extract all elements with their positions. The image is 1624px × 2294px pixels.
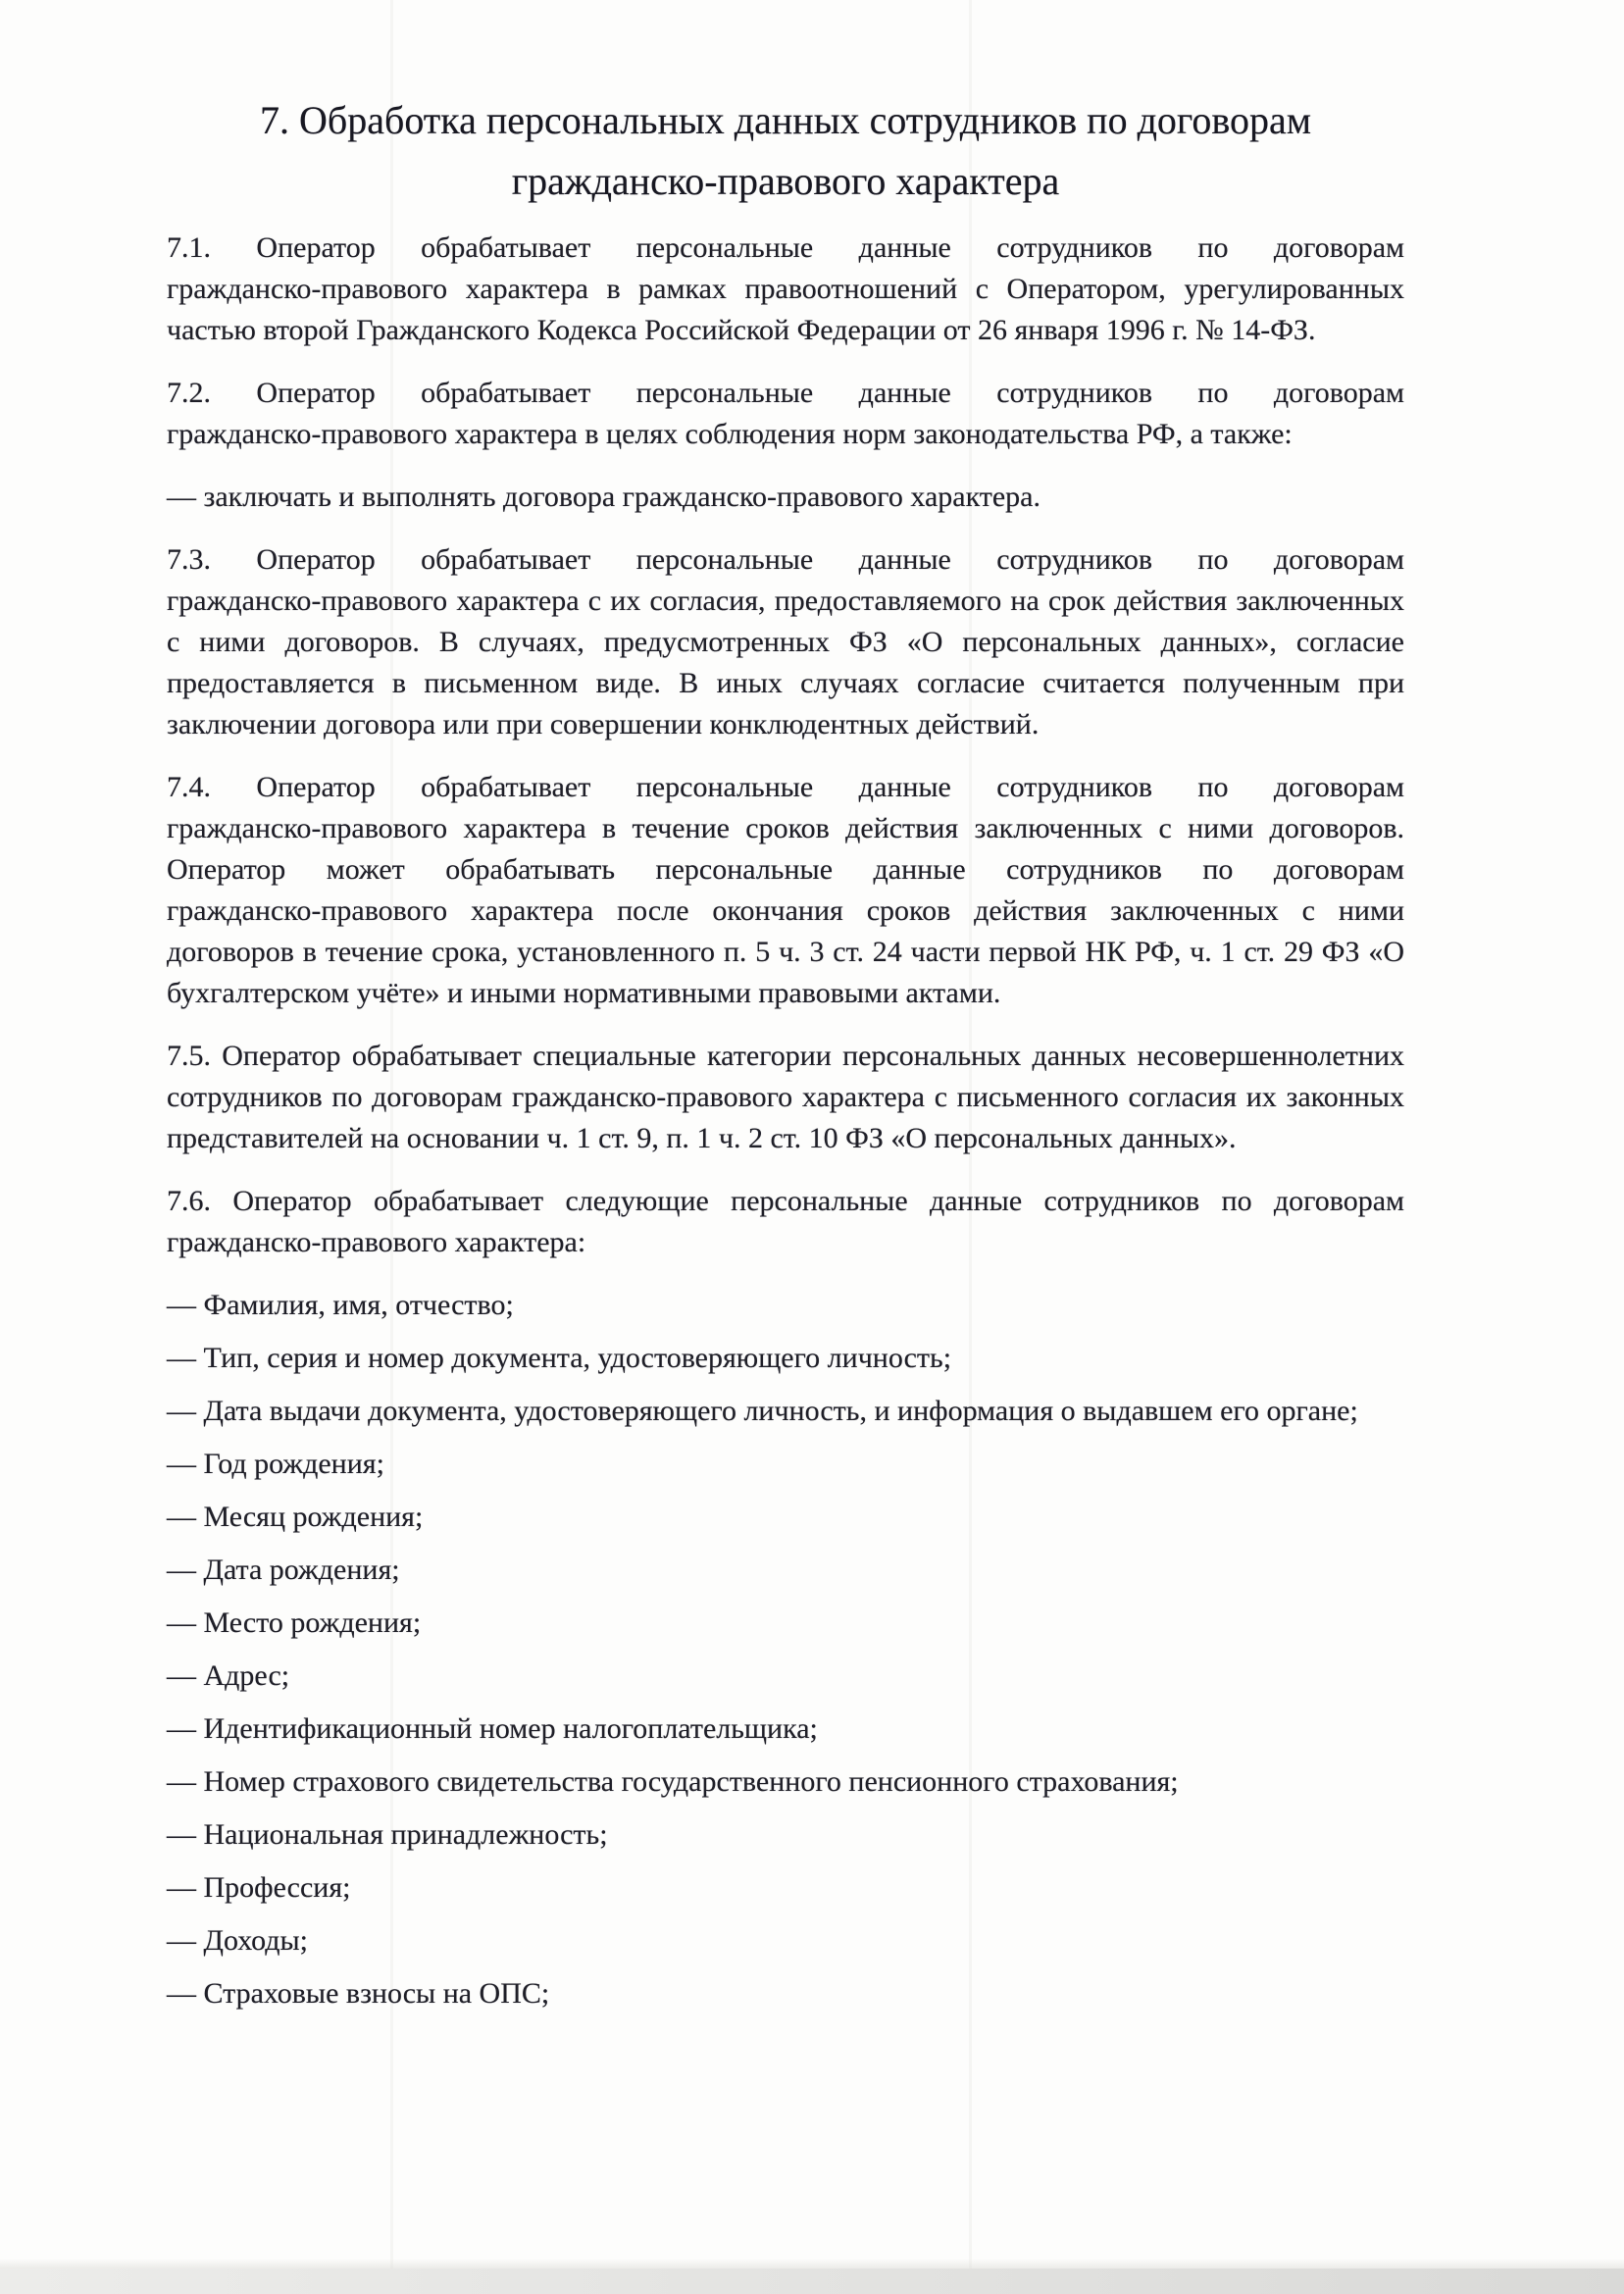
list-item: — Место рождения; <box>167 1606 422 1639</box>
document-body <box>167 0 1404 2026</box>
paragraph-7-2: 7.2. Оператор обрабатывает персональные данные сотрудников по договорам гражданско‑правового характера в целях соблюдения норм законодательства РФ, а также: <box>167 377 1404 450</box>
scan-edge-shadow <box>0 2259 1624 2269</box>
paragraph-7-5: 7.5. Оператор обрабатывает специальные категории персональных данных несовершеннолетних сотрудников по договорам гражданско‑правового характера с письменного согласия их законных представителей на основании ч. 1 ст. 9, п. 1 ч. 2 ст. 10 ФЗ «О персональных данных». <box>167 1040 1404 1154</box>
section-title-line-1: 7. Обработка персональных данных сотрудников по договорам <box>259 98 1312 142</box>
scan-edge-band <box>0 2269 1624 2294</box>
paragraph-7-1: 7.1. Оператор обрабатывает персональные данные сотрудников по договорам гражданско‑правового характера в рамках правоотношений с Оператором, урегулированных частью второй Гражданского Кодекса Российской Федерации от 26 января 1996 г. № 14‑ФЗ. <box>167 231 1404 346</box>
list-item: — Дата выдачи документа, удостоверяющего личность, и информация о выдавшем его органе; <box>167 1395 1358 1427</box>
list-item: — Год рождения; <box>167 1448 384 1480</box>
list-item: — Доходы; <box>167 1924 308 1957</box>
list-item: — Дата рождения; <box>167 1554 400 1586</box>
section-title <box>167 90 1404 212</box>
list-item: — Адрес; <box>167 1659 290 1692</box>
list-item: — Тип, серия и номер документа, удостоверяющего личность; <box>167 1342 952 1374</box>
list-item: — Номер страхового свидетельства государственного пенсионного страхования; <box>167 1765 1179 1798</box>
list-item: — Фамилия, имя, отчество; <box>167 1289 514 1321</box>
list-item: — Месяц рождения; <box>167 1501 424 1533</box>
paragraph-7-4: 7.4. Оператор обрабатывает персональные данные сотрудников по договорам гражданско‑правового характера в течение сроков действия заключенных с ними договоров. Оператор может обрабатывать персональные данные сотрудников по договорам гражданско‑правового характера после окончания сроков действия заключенных с ними договоров в течение срока, установленного п. 5 ч. 3 ст. 24 части первой НК РФ, ч. 1 ст. 29 ФЗ «О бухгалтерском учёте» и иными нормативными правовыми актами. <box>167 771 1404 1009</box>
paragraph-7-2-dash-item: — заключать и выполнять договора гражданско‑правового характера. <box>167 481 1040 513</box>
list-item: — Национальная принадлежность; <box>167 1818 608 1851</box>
list-item: — Страховые взносы на ОПС; <box>167 1977 550 2010</box>
paragraph-7-3: 7.3. Оператор обрабатывает персональные данные сотрудников по договорам гражданско‑правового характера с их согласия, предоставляемого на срок действия заключенных с ними договоров. В случаях, предусмотренных ФЗ «О персональных данных», согласие предоставляется в письменном виде. В иных случаях согласие считается полученным при заключении договора или при совершении конклюдентных действий. <box>167 543 1404 740</box>
list-item: — Профессия; <box>167 1871 351 1904</box>
section-title-line-2: гражданско‑правового характера <box>511 159 1060 203</box>
list-item: — Идентификационный номер налогоплательщика; <box>167 1712 818 1745</box>
paragraph-7-6: 7.6. Оператор обрабатывает следующие персональные данные сотрудников по договорам гражданско‑правового характера: <box>167 1185 1404 1258</box>
